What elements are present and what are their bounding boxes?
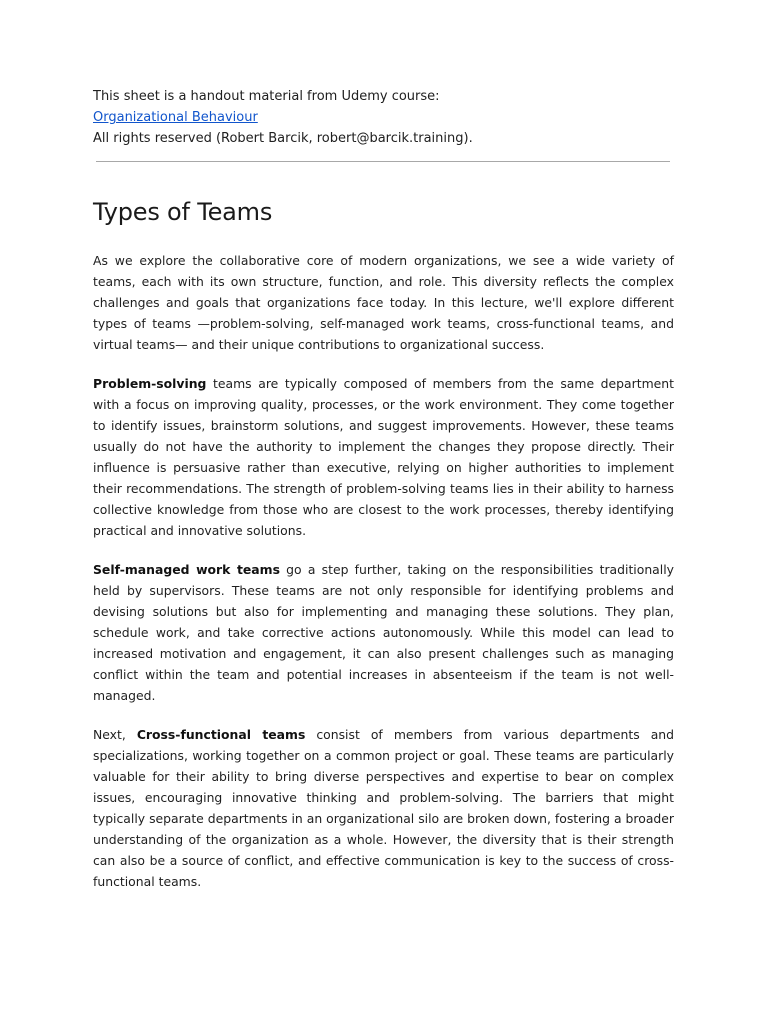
self-managed-paragraph [93,559,674,706]
handout-source-line: This sheet is a handout material from Udemy course: [93,89,440,104]
cross-functional-paragraph [93,724,674,892]
paragraph-text: go a step further, taking on the responsibilities traditionally held by supervisors. These teams are not only responsible for identifying problems and devising solutions but also for implementing and managing these solutions. They plan, schedule work, and take corrective actions autonomously. While this model can lead to increased motivation and engagement, it can also present challenges such as managing conflict within the team and potential increases in absenteeism if the team is not well-managed. [93,562,674,703]
term-self-managed: Self-managed work teams [93,562,280,577]
page-title: Types of Teams [93,198,273,226]
term-problem-solving: Problem-solving [93,376,207,391]
header-divider [96,161,670,162]
course-link[interactable]: Organizational Behaviour [93,110,258,125]
problem-solving-paragraph [93,373,674,541]
paragraph-text: teams are typically composed of members from the same department with a focus on improving quality, processes, or the work environment. They come together to identify issues, brainstorm solutions, and suggest improvements. However, these teams usually do not have the authority to implement the changes they propose directly. Their influence is persuasive rather than executive, relying on higher authorities to implement their recommendations. The strength of problem-solving teams lies in their ability to harness collective knowledge from those who are closest to the work processes, thereby identifying practical and innovative solutions. [93,376,674,538]
paragraph-lead: Next, [93,727,137,742]
paragraph-text: consist of members from various departments and specializations, working together on a common project or goal. These teams are particularly valuable for their ability to bring diverse perspectives and expertise to bear on complex issues, encouraging innovative thinking and problem-solving. The barriers that might typically separate departments in an organizational silo are broken down, fostering a broader understanding of the organization as a whole. However, the diversity that is their strength can also be a source of conflict, and effective communication is key to the success of cross-functional teams. [93,727,675,889]
copyright-line: All rights reserved (Robert Barcik, robert@barcik.training). [93,131,473,146]
handout-header [93,86,693,149]
document-body [93,250,674,910]
term-cross-functional: Cross-functional teams [136,727,306,742]
intro-paragraph: As we explore the collaborative core of modern organizations, we see a wide variety of teams, each with its own structure, function, and role. This diversity reflects the complex challenges and goals that organizations face today. In this lecture, we'll explore different types of teams —problem-solving, self-managed work teams, cross-functional teams, and virtual teams— and their unique contributions to organizational success. [93,253,674,352]
